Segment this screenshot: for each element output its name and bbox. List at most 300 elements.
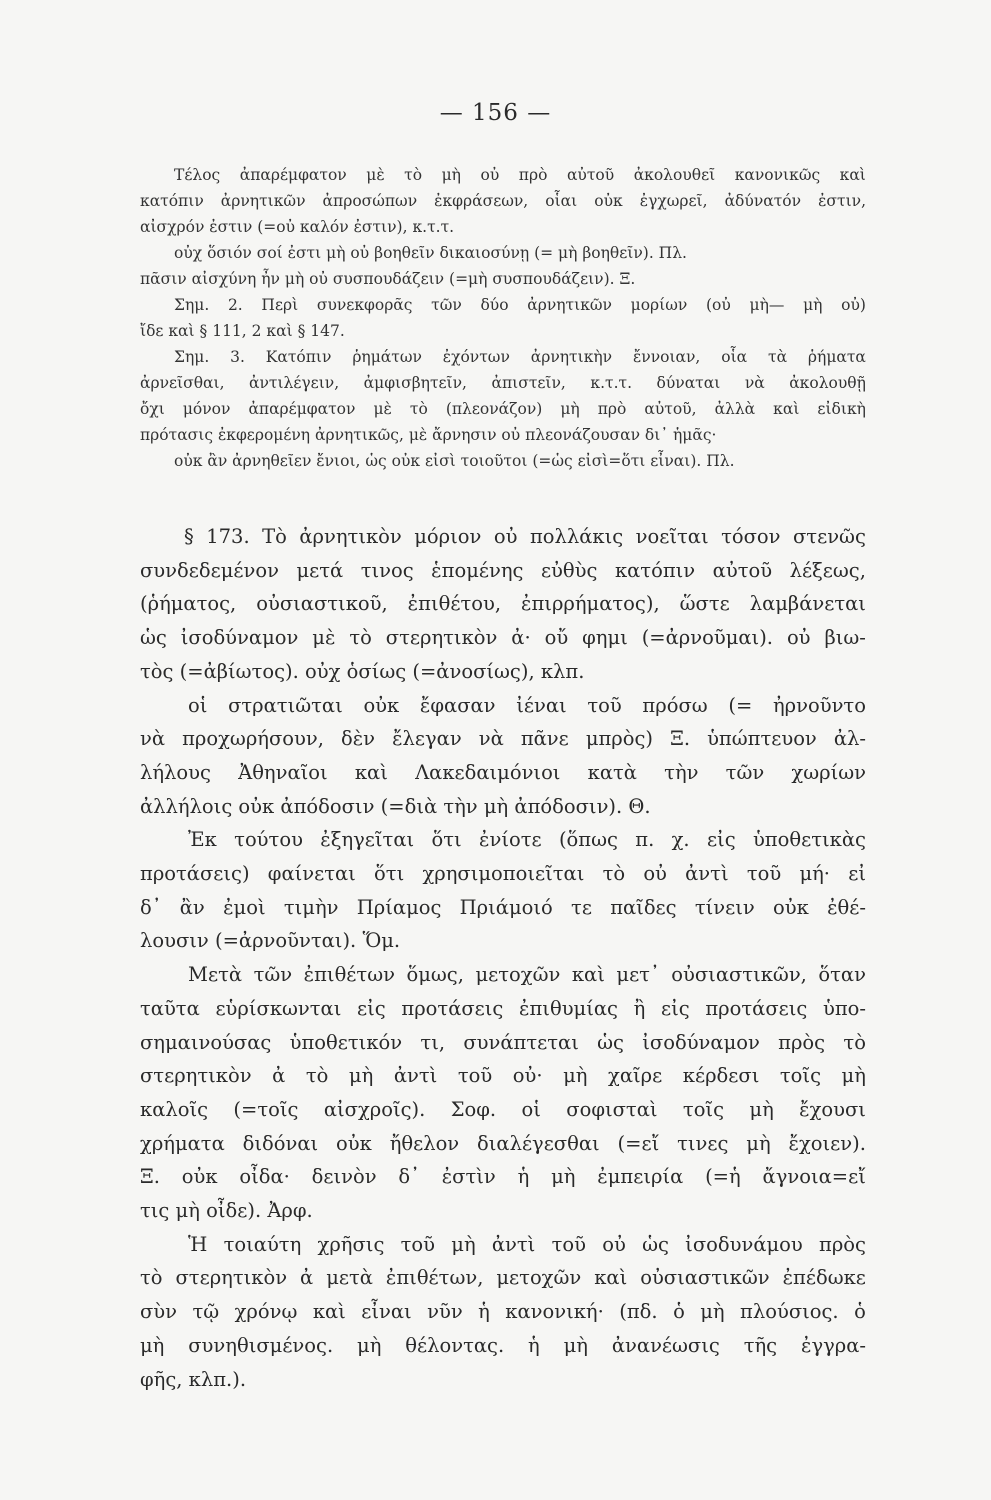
word: καὶ — [571, 963, 605, 987]
word: ἐπιθέτων, — [385, 1266, 484, 1290]
word: οὐ — [480, 166, 500, 184]
word: ἐπέδωκε — [782, 1266, 866, 1290]
word: μὴ — [451, 1232, 476, 1256]
word: ἐθέ- — [827, 895, 866, 919]
word: οὐ· — [512, 1064, 543, 1088]
word: καὶ — [354, 760, 388, 784]
word: οὐκ — [363, 693, 400, 717]
word: σοφισταὶ — [566, 1097, 658, 1121]
word: σὺν — [140, 1300, 178, 1324]
word: τοῖς — [779, 1064, 821, 1088]
word: τε — [571, 895, 592, 919]
word: φημι — [582, 626, 628, 650]
word: εὑρίσκωνται — [215, 996, 342, 1020]
word: ἡ — [528, 1333, 540, 1357]
main-line: ἀλλήλοις οὐκ ἀπόδοσιν (=διὰ τὴν μὴ ἀπόδοσιν). Θ. — [140, 794, 651, 818]
word: ἰσοδυνάμου — [685, 1232, 803, 1256]
word: μετά — [296, 558, 344, 582]
word: οὐ — [786, 626, 811, 650]
word: Ἀθηναῖοι — [238, 760, 328, 784]
word: ἐπιρρήματος), — [521, 592, 660, 616]
word: τόσον — [721, 525, 781, 548]
word: μπρὸς) — [585, 727, 654, 751]
word: δ᾽ — [140, 895, 162, 919]
word: διαλέγεσθαι — [477, 1131, 600, 1155]
word: οὐσιαστικῶν — [640, 1266, 770, 1290]
word: αὐτοῦ — [712, 558, 773, 582]
word: βιω- — [824, 626, 866, 650]
section-heading-line — [140, 520, 866, 554]
main-line — [140, 587, 866, 621]
word: ὁ — [854, 1300, 866, 1324]
word: στερητικὸν — [175, 1266, 288, 1290]
word: τούτου — [234, 828, 303, 852]
main-line — [140, 823, 866, 857]
note-line — [140, 188, 866, 214]
main-line: τὸς (=ἀβίωτος). οὐχ ὁσίως (=ἀνοσίως), κλπ. — [140, 659, 585, 683]
word: οἷαι — [545, 192, 578, 210]
word: ταῦτα — [140, 996, 200, 1020]
word: Ξ. — [140, 1165, 160, 1189]
word: ὥστε — [679, 592, 730, 616]
word: δεινὸν — [311, 1165, 377, 1189]
word: χρησιμοποιεῖται — [422, 862, 585, 886]
word: ἔφασαν — [419, 693, 496, 717]
word: Σοφ. — [450, 1097, 497, 1121]
word: ἄγνοια=εἴ — [762, 1165, 866, 1189]
word: τινες — [677, 1131, 729, 1155]
main-line — [140, 992, 866, 1026]
word: ὡς — [597, 1030, 624, 1054]
main-line — [140, 891, 866, 925]
word: ἐπιθέτων — [303, 963, 395, 987]
note-line: πᾶσιν αἰσχύνη ἦν μὴ οὐ συσπουδάζειν (=μὴ συσπουδάζειν). Ξ. — [140, 270, 636, 288]
word: ἀρνεῖσθαι, — [140, 374, 225, 392]
word: ῥημάτων — [352, 348, 422, 366]
word: μὴ — [803, 296, 823, 314]
word: καὶ — [594, 1266, 628, 1290]
word: τῶν — [725, 760, 765, 784]
word: ὅτι — [374, 862, 405, 886]
word: νὰ — [478, 727, 504, 751]
word: πᾶνε — [520, 727, 569, 751]
word: τὸ — [305, 1064, 329, 1088]
word: μετ᾽ — [616, 963, 660, 987]
word: θέλοντας. — [405, 1333, 505, 1357]
word: οὐ — [493, 525, 518, 548]
word: οἷα — [721, 348, 748, 366]
note-line — [140, 370, 866, 396]
word: τινος — [360, 558, 414, 582]
word: (=ἀρνοῦμαι). — [641, 626, 774, 650]
word: ἀκολουθεῖ — [633, 166, 716, 184]
word: Κατόπιν — [265, 348, 332, 366]
word: τοῦ — [400, 1232, 436, 1256]
word: (πλεονάζον) — [445, 400, 543, 418]
word: δὲν — [340, 727, 376, 751]
word: ὁ — [673, 1300, 685, 1324]
word: π. — [635, 828, 655, 852]
word: ὑποθετικόν — [289, 1030, 403, 1054]
word: λέξεως, — [789, 558, 866, 582]
word: ἐγγρα- — [801, 1333, 866, 1357]
word: αὐτοῦ, — [644, 400, 697, 418]
word: ἀ — [300, 1266, 314, 1290]
word: ἰσοδύναμον — [642, 1030, 760, 1054]
word: (=ἡ — [705, 1165, 741, 1189]
word: ἀντὶ — [491, 1232, 536, 1256]
word: 173. — [206, 525, 250, 548]
word: ἔννοιαν, — [632, 348, 701, 366]
word: κ.τ.τ. — [590, 374, 633, 392]
word: καὶ — [312, 1300, 346, 1324]
word: οὐ) — [841, 296, 866, 314]
word: συνδεδεμένον — [140, 558, 279, 582]
word: ἰσοδύναμον — [180, 626, 299, 650]
word: (οὐ — [706, 296, 731, 314]
word: πρὸς — [778, 1030, 826, 1054]
word: προτάσεις — [401, 996, 504, 1020]
word: καὶ — [839, 166, 866, 184]
word: μὴ — [749, 1097, 774, 1121]
word: εἰς — [357, 996, 386, 1020]
word: (ὅπως — [558, 828, 618, 852]
word: (= — [728, 693, 753, 717]
word: τιμὴν — [283, 895, 339, 919]
word: ἐχόντων — [442, 348, 510, 366]
word: 3. — [230, 348, 245, 366]
word: οὐκ — [594, 192, 623, 210]
word: ῥήματα — [807, 348, 866, 366]
word: τὸ — [409, 400, 428, 418]
word: μὴ— — [749, 296, 785, 314]
main-line — [140, 1093, 866, 1127]
word: φαίνεται — [267, 862, 356, 886]
word: νῦν — [427, 1300, 463, 1324]
note-line: πρότασις ἐκφερομένη ἀρνητικῶς, μὲ ἄρνησιν οὐ πλεονάζουσαν δι᾽ ἡμᾶς· — [140, 426, 717, 444]
main-line — [140, 554, 866, 588]
word: στενῶς — [793, 525, 866, 548]
word: συνηθισμένος. — [188, 1333, 334, 1357]
word: τὸ — [602, 862, 626, 886]
word: κατόπιν — [140, 192, 204, 210]
word: στερητικὸν — [140, 1064, 252, 1088]
word: τὸ — [140, 1266, 163, 1290]
word: πρόσω — [642, 693, 708, 717]
word: ὡς — [140, 626, 167, 650]
word: Σημ. — [174, 348, 210, 366]
word: ἤθελον — [389, 1131, 460, 1155]
word: ἠρνοῦντο — [772, 693, 866, 717]
word: ἀντὶ — [393, 1064, 438, 1088]
word: ἐπιθέτου, — [407, 592, 502, 616]
word: οὐκ — [181, 1165, 218, 1189]
word: οὐ — [643, 862, 667, 886]
word: μετοχῶν — [496, 1266, 582, 1290]
word: μετὰ — [326, 1266, 373, 1290]
word: χαῖρε — [608, 1064, 663, 1088]
word: αὐτοῦ — [566, 166, 615, 184]
word: ἰέναι — [516, 693, 567, 717]
word: μὲ — [312, 626, 336, 650]
word: (=τοῖς — [233, 1097, 299, 1121]
word: ἀκολουθῇ — [789, 374, 866, 392]
word: (=εἴ — [617, 1131, 660, 1155]
note-line — [140, 396, 866, 422]
main-line: λουσιν (=ἀρνοῦνται). Ὅμ. — [140, 929, 401, 953]
word: μόριον — [414, 525, 482, 548]
word: τῆς — [743, 1333, 778, 1357]
main-line — [140, 1026, 866, 1060]
word: ἀρνητικῶν — [220, 192, 306, 210]
word: ἀντιλέγειν, — [249, 374, 340, 392]
page-number: — 156 — — [439, 100, 552, 126]
word: εἰς — [661, 996, 690, 1020]
word: ἢ — [633, 996, 646, 1020]
word: μὴ — [560, 400, 580, 418]
word: Τὸ — [262, 525, 287, 548]
word: ἔλεγαν — [392, 727, 462, 751]
main-line — [140, 689, 866, 723]
word: ἀ — [272, 1064, 286, 1088]
word: νὰ — [140, 727, 166, 751]
word: ἔχοιεν). — [788, 1131, 866, 1155]
word: ἐπιθυμίας — [519, 996, 618, 1020]
note-line: ἴδε καὶ § 111, 2 καὶ § 147. — [140, 322, 345, 340]
word: τὰ — [768, 348, 788, 366]
word: εἰς — [706, 828, 736, 852]
word: ἡ — [517, 1165, 530, 1189]
word: μετοχῶν — [475, 963, 561, 987]
note-line: αἰσχρόν ἐστιν (=οὐ καλόν ἐστιν), κ.τ.τ. — [140, 218, 455, 236]
main-line — [140, 1160, 866, 1194]
note-line: οὐκ ἂν ἀρνηθεῖεν ἔνιοι, ὡς οὐκ εἰσὶ τοιοῦτοι (=ὡς εἰσὶ=ὅτι εἶναι). Πλ. — [174, 452, 735, 470]
word: ἐξηγεῖται — [320, 828, 415, 852]
word: ἀπροσώπων — [322, 192, 418, 210]
note-line: οὐχ ὅσιόν σοί ἐστι μὴ οὐ βοηθεῖν δικαιοσύνῃ (= μὴ βοηθεῖν). Πλ. — [174, 244, 687, 262]
word: πρὸς — [819, 1232, 866, 1256]
word: Ξ. — [670, 727, 691, 751]
word: μὴ — [140, 1333, 165, 1357]
word: χρῆσις — [317, 1232, 385, 1256]
word: οἶδα· — [239, 1165, 290, 1189]
word: ἡ — [478, 1300, 490, 1324]
word: χρόνῳ — [234, 1300, 298, 1324]
word: συνεκφορᾶς — [316, 296, 413, 314]
word: οἱ — [188, 693, 208, 717]
word: τῶν — [431, 296, 462, 314]
word: μόνον — [182, 400, 231, 418]
word: κατὰ — [587, 760, 637, 784]
word: χρήματα — [140, 1131, 225, 1155]
word: μὴ — [357, 1333, 382, 1357]
word: ἀπαρέμφατον — [239, 166, 347, 184]
word: τῶν — [253, 963, 293, 987]
main-line — [140, 1261, 866, 1295]
word: πρὸ — [597, 400, 627, 418]
word: τὴν — [664, 760, 699, 784]
main-line — [140, 1295, 866, 1329]
word: ὑπο- — [822, 996, 866, 1020]
word: χ. — [671, 828, 690, 852]
word: ἔχουσι — [799, 1097, 866, 1121]
word: (πδ. — [619, 1300, 658, 1324]
word: ὑπώπτευον — [707, 727, 817, 751]
word: κατόπιν — [614, 558, 696, 582]
main-line — [140, 1228, 866, 1262]
word: Περὶ — [261, 296, 299, 314]
main-line — [140, 722, 866, 756]
word: ἐμοὶ — [223, 895, 266, 919]
word: μὲ — [366, 166, 385, 184]
word: τὸ — [349, 626, 372, 650]
word: ἀδύνατόν — [724, 192, 802, 210]
word: ἐνίοτε — [479, 828, 542, 852]
word: τοῖς — [682, 1097, 725, 1121]
word: τι, — [420, 1030, 446, 1054]
word: εὐθὺς — [540, 558, 598, 582]
word: μὴ — [348, 1064, 374, 1088]
word: μὴ — [563, 1064, 588, 1088]
word: ἐγχωρεῖ, — [639, 192, 708, 210]
word: ἐστὶν — [441, 1165, 496, 1189]
note-line — [140, 162, 866, 188]
word: πρὸ — [518, 166, 548, 184]
word: τοῦ — [551, 1232, 586, 1256]
word: κέρδεσι — [682, 1064, 760, 1088]
word: προτάσεις) — [140, 862, 250, 886]
main-line: τις μὴ οἶδε). Ἀρφ. — [140, 1199, 313, 1223]
word: λαμβάνεται — [749, 592, 866, 616]
note-line — [140, 344, 866, 370]
word: ὄχι — [140, 400, 165, 418]
word: κανονική· — [505, 1300, 604, 1324]
word: ὑποθετικὰς — [752, 828, 866, 852]
word: οὐκ — [773, 895, 809, 919]
word: οὐ — [602, 1232, 626, 1256]
word: οὐκ — [336, 1131, 372, 1155]
main-line — [140, 1127, 866, 1161]
word: Σημ. — [174, 296, 210, 314]
word: νὰ — [744, 374, 765, 392]
word: προχωρήσουν, — [182, 727, 324, 751]
word: Πριάμοιό — [459, 895, 553, 919]
word: Λακεδαιμόνιοι — [415, 760, 561, 784]
note-block — [140, 162, 866, 474]
word: οὐσιαστικοῦ, — [256, 592, 388, 616]
word: οὔ — [544, 626, 569, 650]
word: τὸ — [843, 1030, 866, 1054]
word: ἀπαρέμφατον — [248, 400, 356, 418]
word: ὅτι — [431, 828, 462, 852]
word: μὲ — [373, 400, 392, 418]
word: δύο — [480, 296, 509, 314]
word: Ἡ — [188, 1232, 208, 1256]
word: σημαινούσας — [140, 1030, 272, 1054]
word: προτάσεις — [705, 996, 808, 1020]
word: εἰ — [848, 862, 866, 886]
word: λήλους — [140, 760, 211, 784]
word: ἀλλὰ — [714, 400, 756, 418]
main-line: φῆς, κλπ.). — [140, 1367, 247, 1391]
word: ἀντὶ — [685, 862, 729, 886]
word: καλοῖς — [140, 1097, 209, 1121]
word: ἀπιστεῖν, — [491, 374, 566, 392]
word: ἀρνητικῶν — [527, 296, 612, 314]
word: Ἐκ — [188, 828, 217, 852]
word: εἰδικὴ — [817, 400, 866, 418]
word: μὴ — [700, 1300, 725, 1324]
word: ἀ· — [511, 626, 531, 650]
word: ἑπομένης — [431, 558, 524, 582]
word: μορίων — [630, 296, 688, 314]
word: ἐμπειρία — [597, 1165, 684, 1189]
word: τοῦ — [587, 693, 622, 717]
word: § — [184, 525, 194, 548]
word: ἀλ- — [833, 727, 866, 751]
word: οὐσιαστικῶν, — [671, 963, 807, 987]
word: Πρίαμος — [356, 895, 442, 919]
main-block — [140, 520, 866, 1396]
word: ὡς — [642, 1232, 669, 1256]
word: δ᾽ — [398, 1165, 420, 1189]
word: πλούσιος. — [740, 1300, 839, 1324]
word: τοῦ — [457, 1064, 493, 1088]
word: τοῦ — [746, 862, 782, 886]
word: στρατιῶται — [228, 693, 343, 717]
word: τοιαύτη — [223, 1232, 302, 1256]
word: ἀμφισβητεῖν, — [363, 374, 467, 392]
word: πολλάκις — [529, 525, 624, 548]
word: μὴ — [841, 1064, 866, 1088]
word: μὴ — [551, 1165, 576, 1189]
word: ἀρνητικὴν — [530, 348, 613, 366]
main-line — [140, 958, 866, 992]
main-line — [140, 857, 866, 891]
main-line — [140, 756, 866, 790]
word: ἂν — [179, 895, 205, 919]
word: (ῥήματος, — [140, 592, 237, 616]
word: ἐστιν, — [818, 192, 866, 210]
word: μὴ — [563, 1333, 588, 1357]
word: παῖδες — [610, 895, 677, 919]
word: οἱ — [521, 1097, 541, 1121]
word: μὴ — [746, 1131, 771, 1155]
word: ὅμως, — [406, 963, 464, 987]
main-line — [140, 1059, 866, 1093]
word: νοεῖται — [635, 525, 709, 548]
word: δύναται — [656, 374, 721, 392]
word: μὴ — [441, 166, 461, 184]
word: διδόναι — [242, 1131, 319, 1155]
word: τῷ — [192, 1300, 220, 1324]
word: 2. — [227, 296, 243, 314]
word: ἀνανέωσις — [611, 1333, 720, 1357]
word: ἐκφράσεων, — [434, 192, 529, 210]
word: μή· — [799, 862, 830, 886]
word: εἶναι — [361, 1300, 412, 1324]
note-line — [140, 292, 866, 318]
word: τὸ — [404, 166, 423, 184]
word: κανονικῶς — [734, 166, 821, 184]
word: στερητικὸν — [385, 626, 498, 650]
word: καὶ — [773, 400, 800, 418]
main-line — [140, 621, 866, 655]
main-line — [140, 1329, 866, 1363]
word: συνάπτεται — [463, 1030, 579, 1054]
word: ὅταν — [818, 963, 866, 987]
word: τίνειν — [694, 895, 755, 919]
